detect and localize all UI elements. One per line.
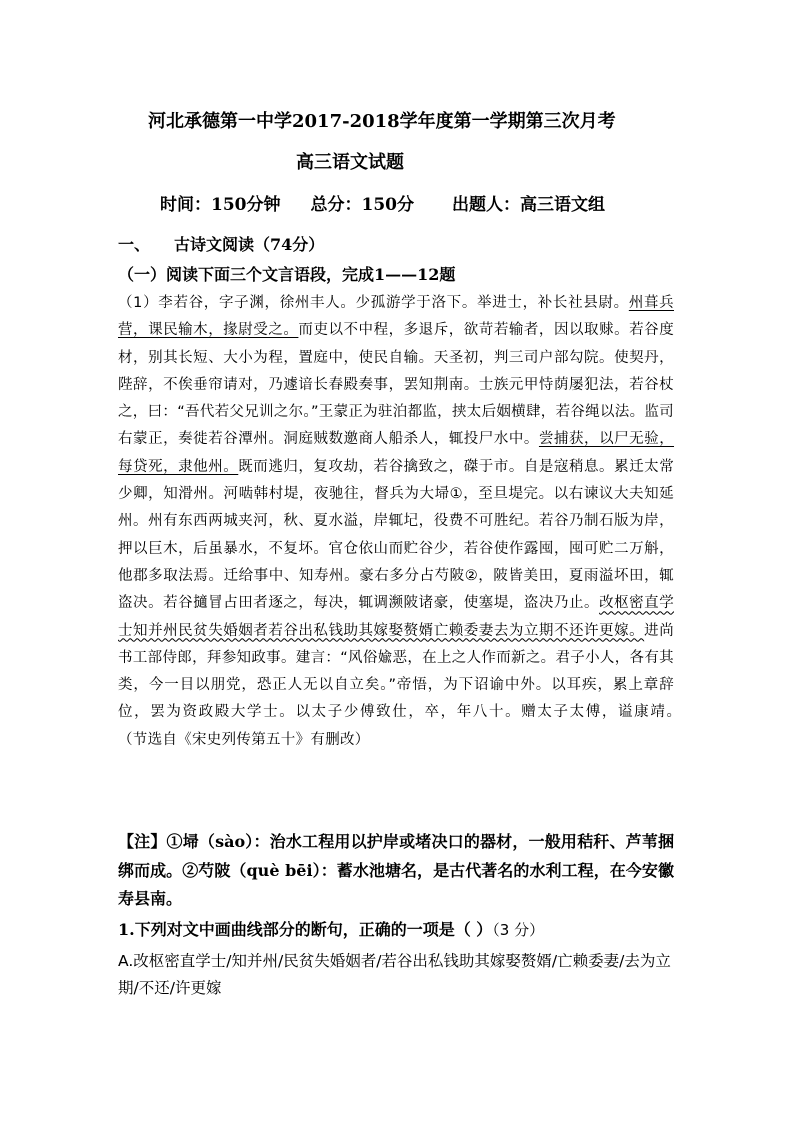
question-1 [118,917,544,940]
subsection-heading: （一）阅读下面三个文言语段，完成1——12题 [118,265,456,284]
question-score: （3 分） [492,921,545,939]
question-stem: 1.下列对文中画曲线部分的断句，正确的一项是（ ） [118,920,493,939]
note-text: ①埽（sào）：治水工程用以护岸或堵决口的器材，一般用秸秆、芦苇捆绑而成。②芍陂（què bēi）：蓄水池塘名，是古代著名的水利工程，在今安徽寿县南。 [118,832,674,908]
note-label: 【注】 [118,832,167,851]
wavy-underlined-sentence: 改枢密直学士知并州民贫失婚姻者若谷出私钱助其嫁娶赘婿亡赖委妻去为立期不还许更嫁。 [118,595,674,639]
exam-time: 时间：150分钟 [160,195,281,215]
section-title: 古诗文阅读（74分） [174,235,325,254]
passage-text: （1）李若谷，字子渊，徐州丰人。少孤游学于洛下。举进士，补长社县尉。 [118,295,629,311]
annotation-note [118,828,674,914]
exam-meta [160,190,605,215]
section-heading [118,232,324,255]
exam-author: 出题人：高三语文组 [452,195,605,215]
passage-text: 既而逃归，复攻劫，若谷擒致之，磔于市。自是寇稍息。累迁太常少卿，知滑州。河啮韩村堤，夜驰往，督兵为大埽①，至旦堤完。以右谏议大夫知延州。州有东西两城夹河，秋、夏水溢，岸辄圮，役费不可胜纪。若谷乃制石版为岸，押以巨木，后虽暴水，不复坏。官仓依山而贮谷少，若谷使作露囤，囤可贮二万斛，他郡多取法焉。迁给事中、知寿州。豪右多分占芍陂②，陂皆美田，夏雨溢坏田，辄盗决。若谷擿冒占田者逐之，每决，辄调濒陂诸豪，使塞堤，盗决乃止。 [118,458,674,612]
section-number: 一、 [118,235,151,254]
exam-title: 河北承德第一中学2017-2018学年度第一学期第三次月考 [148,111,616,132]
question-1-option-a: A.改枢密直学士/知并州/民贫失婚姻者/若谷出私钱助其嫁娶赘婿/亡赖委妻/去为立期/不还/许更嫁 [118,952,671,997]
passage-text: 而吏以不中程，多退斥，欲苛若输者，因以取赇。若谷度材，别其长短、大小为程，置庭中，使民自输。天圣初，判三司户部勾院。使契丹，陛辞，不俟垂帘请对，乃遽谙长春殿奏事，罢知荆南。士族元甲恃荫屡犯法，若谷杖之，曰：“吾代若父兄训之尔。”王蒙正为驻泊都监，挟太后姻横肆，若谷绳以法。监司右蒙正，奏徙若谷潭州。洞庭贼数邀商人船杀人，辄投尸水中。 [118,322,674,448]
classical-passage [118,290,674,754]
exam-total-score: 总分：150分 [310,195,414,215]
underlined-sentence-2: 尝捕获，以尸无验，每贷死，隶他州。 [118,431,675,475]
exam-subtitle: 高三语文试题 [296,152,404,173]
underlined-sentence-1: 州葺兵营，课民输木，掾尉受之。 [118,295,674,339]
passage-source: （节选自《宋史列传第五十》有删改） [118,731,370,748]
passage-text: 进尚书工部侍郎，拜参知政事。建言：“风俗婾恶，在上之人作而新之。君子小人，各有其类，今一目以朋党，恐正人无以自立矣。”帝悟，为下诏谕中外。以耳疾，累上章辞位，罢为资政殿大学士。以太子少傅致仕，卒，年八十。赠太子太傅，谥康靖。 [118,622,674,721]
